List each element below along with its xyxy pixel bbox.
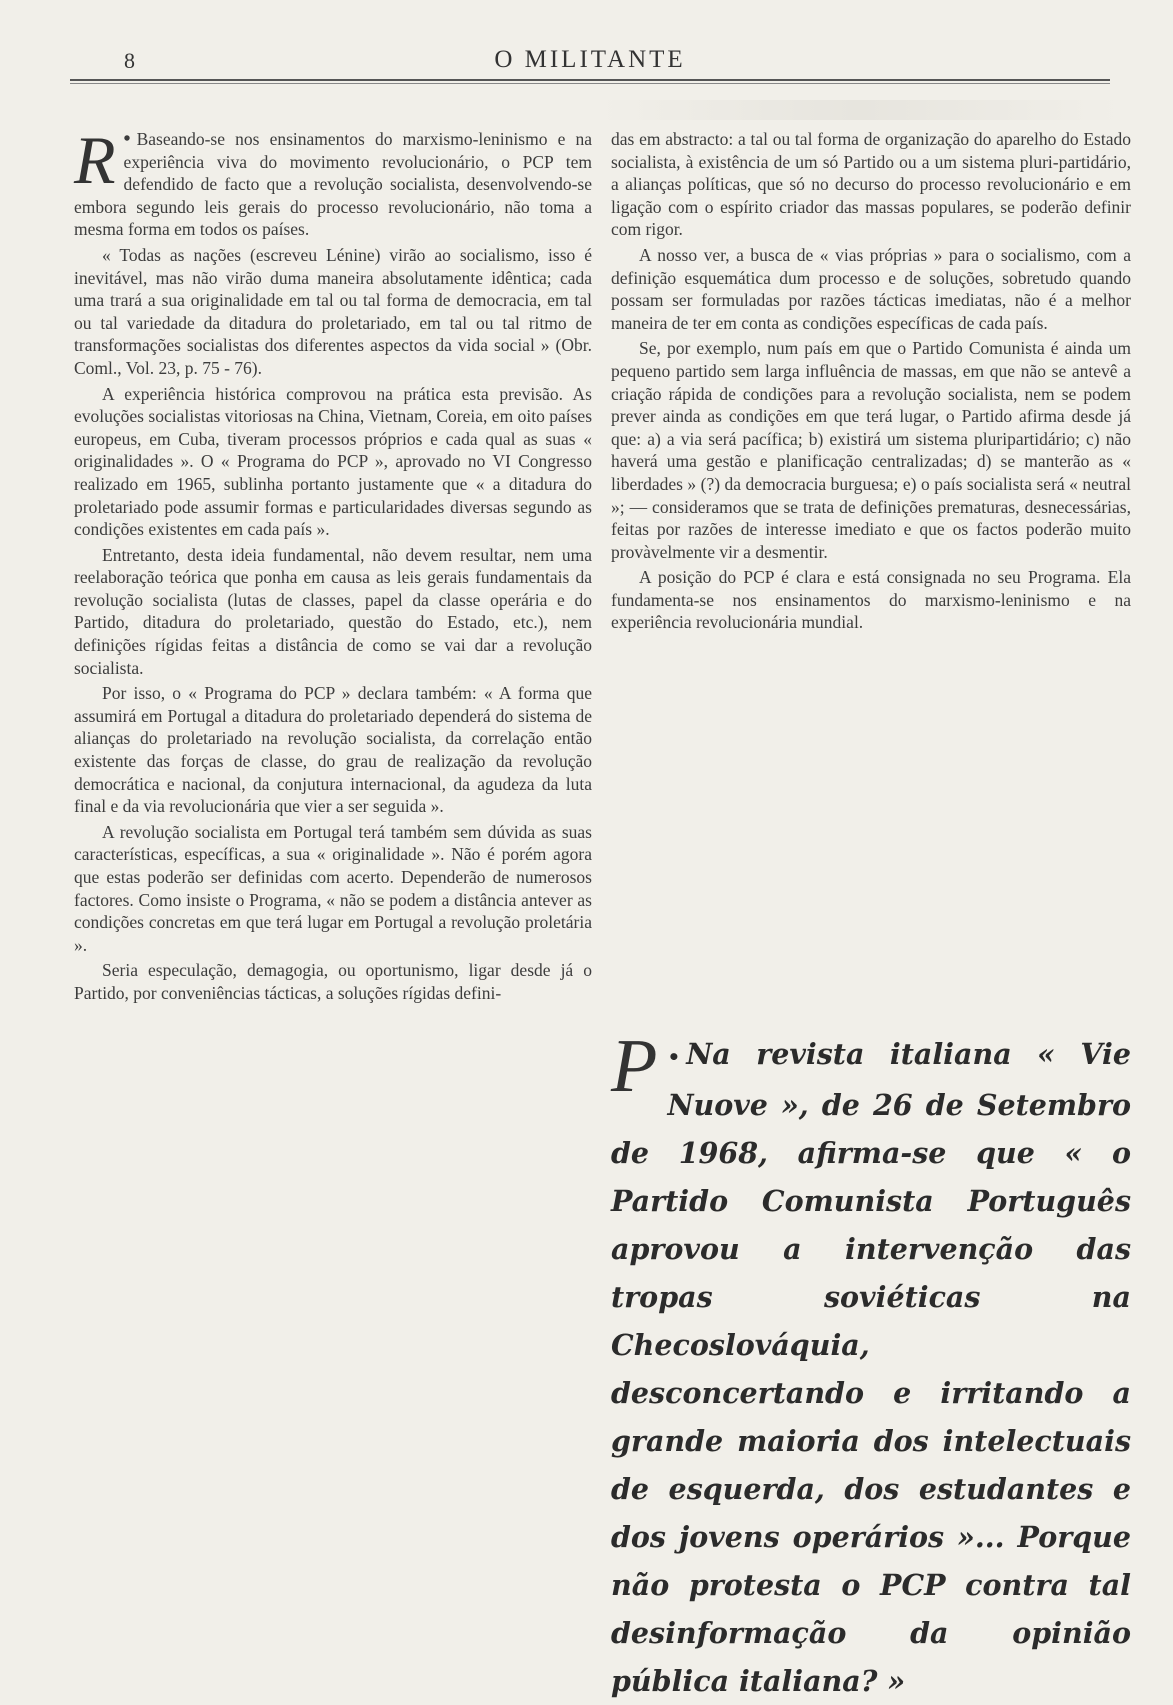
paragraph: « Todas as nações (escreveu Lénine) virão ao socialismo, isso é inevitável, mas não virão duma maneira absolutamente idêntica; cada uma trará a sua originalidade em tal ou tal forma de democracia, em tal ou tal variedade da ditadura do proletariado, em tal ou tal ritmo de transformações socialistas dos diferentes aspectos da vida social » (Obr. Coml., Vol. 23, p. 75 - 76). [74, 244, 592, 378]
paragraph: Se, por exemplo, num país em que o Partido Comunista é ainda um pequeno partido sem larga influência de massas, em que não se antevê a criação rápida de condições para a revolução socialista, nem se podem prever ainda as condições em que terá lugar, o Partido afirma desde já que: a) a via será pacífica; b) existirá um sistema pluripartidário; c) não haverá uma gestão e planificação centralizadas; d) se manterão as « liberdades » (?) da democracia burguesa; e) o país socialista será « neutral »; — consideramos que se trata de definições prematuras, desnecessárias, feitas por razões de interesse imediato e que os factos poderão muito provàvelmente vir a desmentir. [611, 338, 1131, 562]
bullet-icon: • [123, 128, 131, 150]
paragraph-text: Baseando-se nos ensinamentos do marxismo-leninismo e na experiência viva do movimento revolucionário, o PCP tem defendido de facto que a revolução socialista, desenvolvendo-se embora segundo leis gerais do processo revolucionário, não toma a mesma forma em todos os países. [74, 129, 592, 240]
bullet-icon: • [667, 1045, 681, 1069]
paragraph: das em abstracto: a tal ou tal forma de organização do aparelho do Estado socialista, à existência de um só Partido ou a um sistema pluri-partidário, a alianças políticas, que só no decurso do processo revolucionário e em ligação com o espírito criador das massas populares, se poderão definir com rigor. [611, 129, 1131, 240]
paper-smudge [600, 100, 1120, 120]
paragraph: A nosso ver, a busca de « vias próprias » para o socialismo, com a definição esquemática dum processo e de soluções, sobretudo quando possam ser formuladas por razões tácticas imediatas, não é a melhor maneira de ter em conta as condições específicas de cada país. [611, 244, 1131, 333]
dropcap: R [74, 122, 116, 198]
question-text: Na revista italiana « Vie Nuove », de 26 de Setembro de 1968, afirma-se que « o Partido Comunista Português aprovou a intervenção das tropas soviéticas na Checoslováquia, desconcertando e irritando a grande maioria dos intelectuais de esquerda, dos estudantes e dos jovens operários »... Porque não protesta o PCP contra tal desinformação da opinião pública italiana? » [611, 1037, 1131, 1698]
right-column [611, 128, 1131, 637]
paragraph: A experiência histórica comprovou na prática esta previsão. As evoluções socialistas vitoriosas na China, Vietnam, Coreia, em oito países europeus, em Cuba, tiveram processos próprios e cada qual as suas « originalidades ». O « Programa do PCP », aprovado no VI Congresso realizado em 1965, sublinha portanto justamente que « a ditadura do proletariado pode assumir formas e particularidades diversas segundo as condições existentes em cada país ». [74, 383, 592, 540]
header-rule [70, 79, 1110, 84]
dropcap: P [611, 1024, 658, 1108]
paragraph: Seria especulação, demagogia, ou oportunismo, ligar desde já o Partido, por conveniências tácticas, a soluções rígidas defini- [74, 960, 592, 1003]
page-number: 8 [124, 48, 135, 73]
paragraph [74, 122, 592, 241]
paragraph: Por isso, o « Programa do PCP » declara também: « A forma que assumirá em Portugal a ditadura do proletariado dependerá do sistema de alianças do proletariado na revolução socialista, da correlação então existente das forças de classe, do grau de realização da revolução democrática e nacional, da conjutura internacional, da agudeza da luta final e da via revolucionária que vier a ser seguida ». [74, 683, 592, 817]
paragraph: A posição do PCP é clara e está consignada no seu Programa. Ela fundamenta-se nos ensinamentos do marxismo-leninismo e na experiência revolucionária mundial. [611, 567, 1131, 633]
paragraph: Entretanto, desta ideia fundamental, não devem resultar, nem uma reelaboração teórica que ponha em causa as leis gerais fundamentais da revolução socialista (lutas de classes, papel da classe operária e do Partido, ditadura do proletariado, questão do Estado, etc.), nem definições rígidas feitas a distância de como se vai dar a revolução socialista. [74, 544, 592, 678]
question-box [611, 1024, 1131, 1705]
paragraph: A revolução socialista em Portugal terá também sem dúvida as suas características, específicas, a sua « originalidade ». Não é porém agora que estas poderão ser definidas com acerto. Dependerão de numerosos factores. Como insiste o Programa, « não se podem a distância antever as condições concretas em que terá lugar em Portugal a revolução proletária ». [74, 821, 592, 955]
running-title: O MILITANTE [494, 46, 686, 73]
left-column [74, 122, 592, 1008]
page-header [70, 44, 1110, 84]
